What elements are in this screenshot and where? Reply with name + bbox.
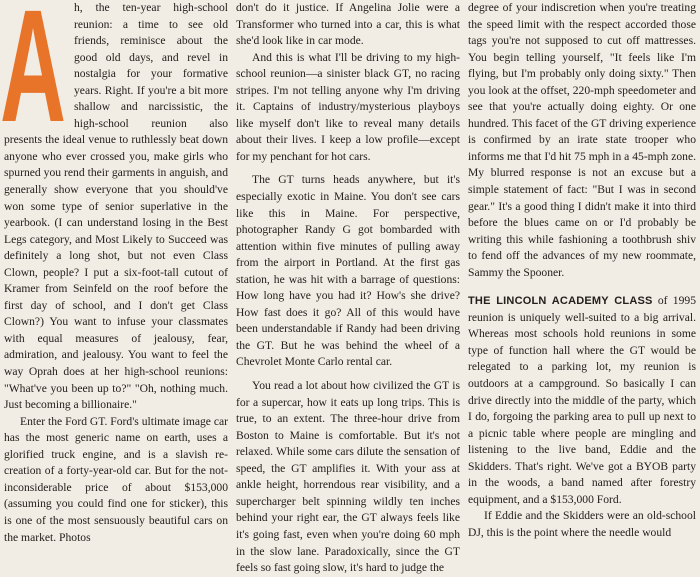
article-paragraph: If Eddie and the Skidders were an old-school DJ, this is the point where the needle would <box>468 509 696 539</box>
article-paragraph: degree of your indiscretion when you're treating the speed limit with the respect accorded those tags you're not supposed to cut off mattresses. You begin telling yourself, "It feels like I'm flying, but I'm probably only doing sixty." Then you look at the offset, 220-mph speedometer and see that you're actually doing eighty. Or one hundred. This facet of the GT driving experience is confirmed by an irate state trooper who informs me that I'd hit 75 mph in a 45-mph zone. My blurred response is not an excuse but a simple statement of fact: "But I was in second gear." It's a good thing I didn't make it into third before the blues came on or I'd probably be writing this while fashioning a toothbrush shiv to fend off the advances of my new roommate, Sammy the Spooner. <box>468 1 696 279</box>
article-paragraph <box>468 293 696 508</box>
drop-cap <box>0 3 66 127</box>
article-paragraph: And this is what I'll be driving to my high-school reunion—a sinister black GT, no racing stripes. I'm not telling anyone why I'm driving it. Captains of industry/mysterious playboys like myself don't like to reveal many details about their lives. I keep a low profile—except for my penchant for hot cars. <box>236 50 460 163</box>
svg-text:A: A <box>0 3 66 127</box>
article-paragraph: The GT turns heads anywhere, but it's especially exotic in Maine. You don't see cars like this in Maine. For perspective, photographer Randy G got bombarded with attention within five minutes of pulling away from the airport in Portland. At the first gas station, he was hit with a barrage of questions: How long have you had it? How's she drive? How fast does it go? All of this would have been understandable if Randy had been driving the GT. But he was behind the wheel of a Chevrolet Monte Carlo rental car. <box>236 173 460 369</box>
article-column-3 <box>468 0 696 542</box>
section-text: of 1995 reunion is uniquely well-suited to a big arrival. Whereas most schools hold reunions in some type of function hall where the GT would be relegated to a parking lot, my reunion is outdoors at a campground. So basically I can drive directly into the middle of the party, which I do, forgoing the parking area to pull up next to a picnic table where people are mingling and listening to the live band, Eddie and the Skidders. That's right. We've got a BYOB party in the woods, a band named after forestry equipment, and a $153,000 Ford. <box>468 294 696 506</box>
article-paragraph: don't do it justice. If Angelina Jolie were a Transformer who turned into a car, this is what she'd look like in car mode. <box>236 1 460 48</box>
article-column-1 <box>0 0 228 546</box>
section-lead-in: THE LINCOLN ACADEMY CLASS <box>468 295 653 308</box>
article-paragraph: h, the ten-year high-school reunion: a time to see old friends, reminisce about the good old days, and revel in nostalgia for your formative years. Right. If you're a bit more shallow and narcissistic, the high-school reunion also presents the ideal venue to ruthlessly beat down anyone who ever crossed you, make girls who spurned you rend their garments in anguish, and generally show everyone that you should've won some type of senior superlative in the yearbook. (I can understand losing in the Best Legs category, and Most Likely to Succeed was definitely a long shot, but not even Class Clown, people? I put a six-foot-tall cutout of Kramer from Seinfeld on the roof before the first day of school, and I don't get Class Clown?) You want to infuse your classmates with equal measures of jealousy, fear, admiration, and jealousy. You want to feel the way Oprah does at her high-school reunions: "What've you been up to?" "Oh, nothing much. Just becoming a billionaire." <box>4 1 228 412</box>
article-column-2 <box>236 0 460 577</box>
article-paragraph: You read a lot about how civilized the GT is for a supercar, how it eats up long trips. This is true, to an extent. The three-hour drive from Boston to Maine is comfortable. But it's not relaxed. While some cars dilute the sensation of speed, the GT amplifies it. With your ass at ankle height, horrendous rear visibility, and a supercharger belt spinning wildly ten inches behind your right ear, the GT always feels like it's going fast, even when you're doing 60 mph in the slow lane. Paradoxically, since the GT feels so fast going slow, it's hard to judge the <box>236 379 460 575</box>
article-paragraph: Enter the Ford GT. Ford's ultimate image car has the most generic name on earth, uses a glorified truck engine, and is a slavish re-creation of a forty-year-old car. But for the not-inconsiderable price of about $153,000 (assuming you could find one for sticker), this is one of the most sensuously beautiful cars on the market. Photos <box>4 414 228 544</box>
drop-cap-glyph <box>0 3 66 127</box>
